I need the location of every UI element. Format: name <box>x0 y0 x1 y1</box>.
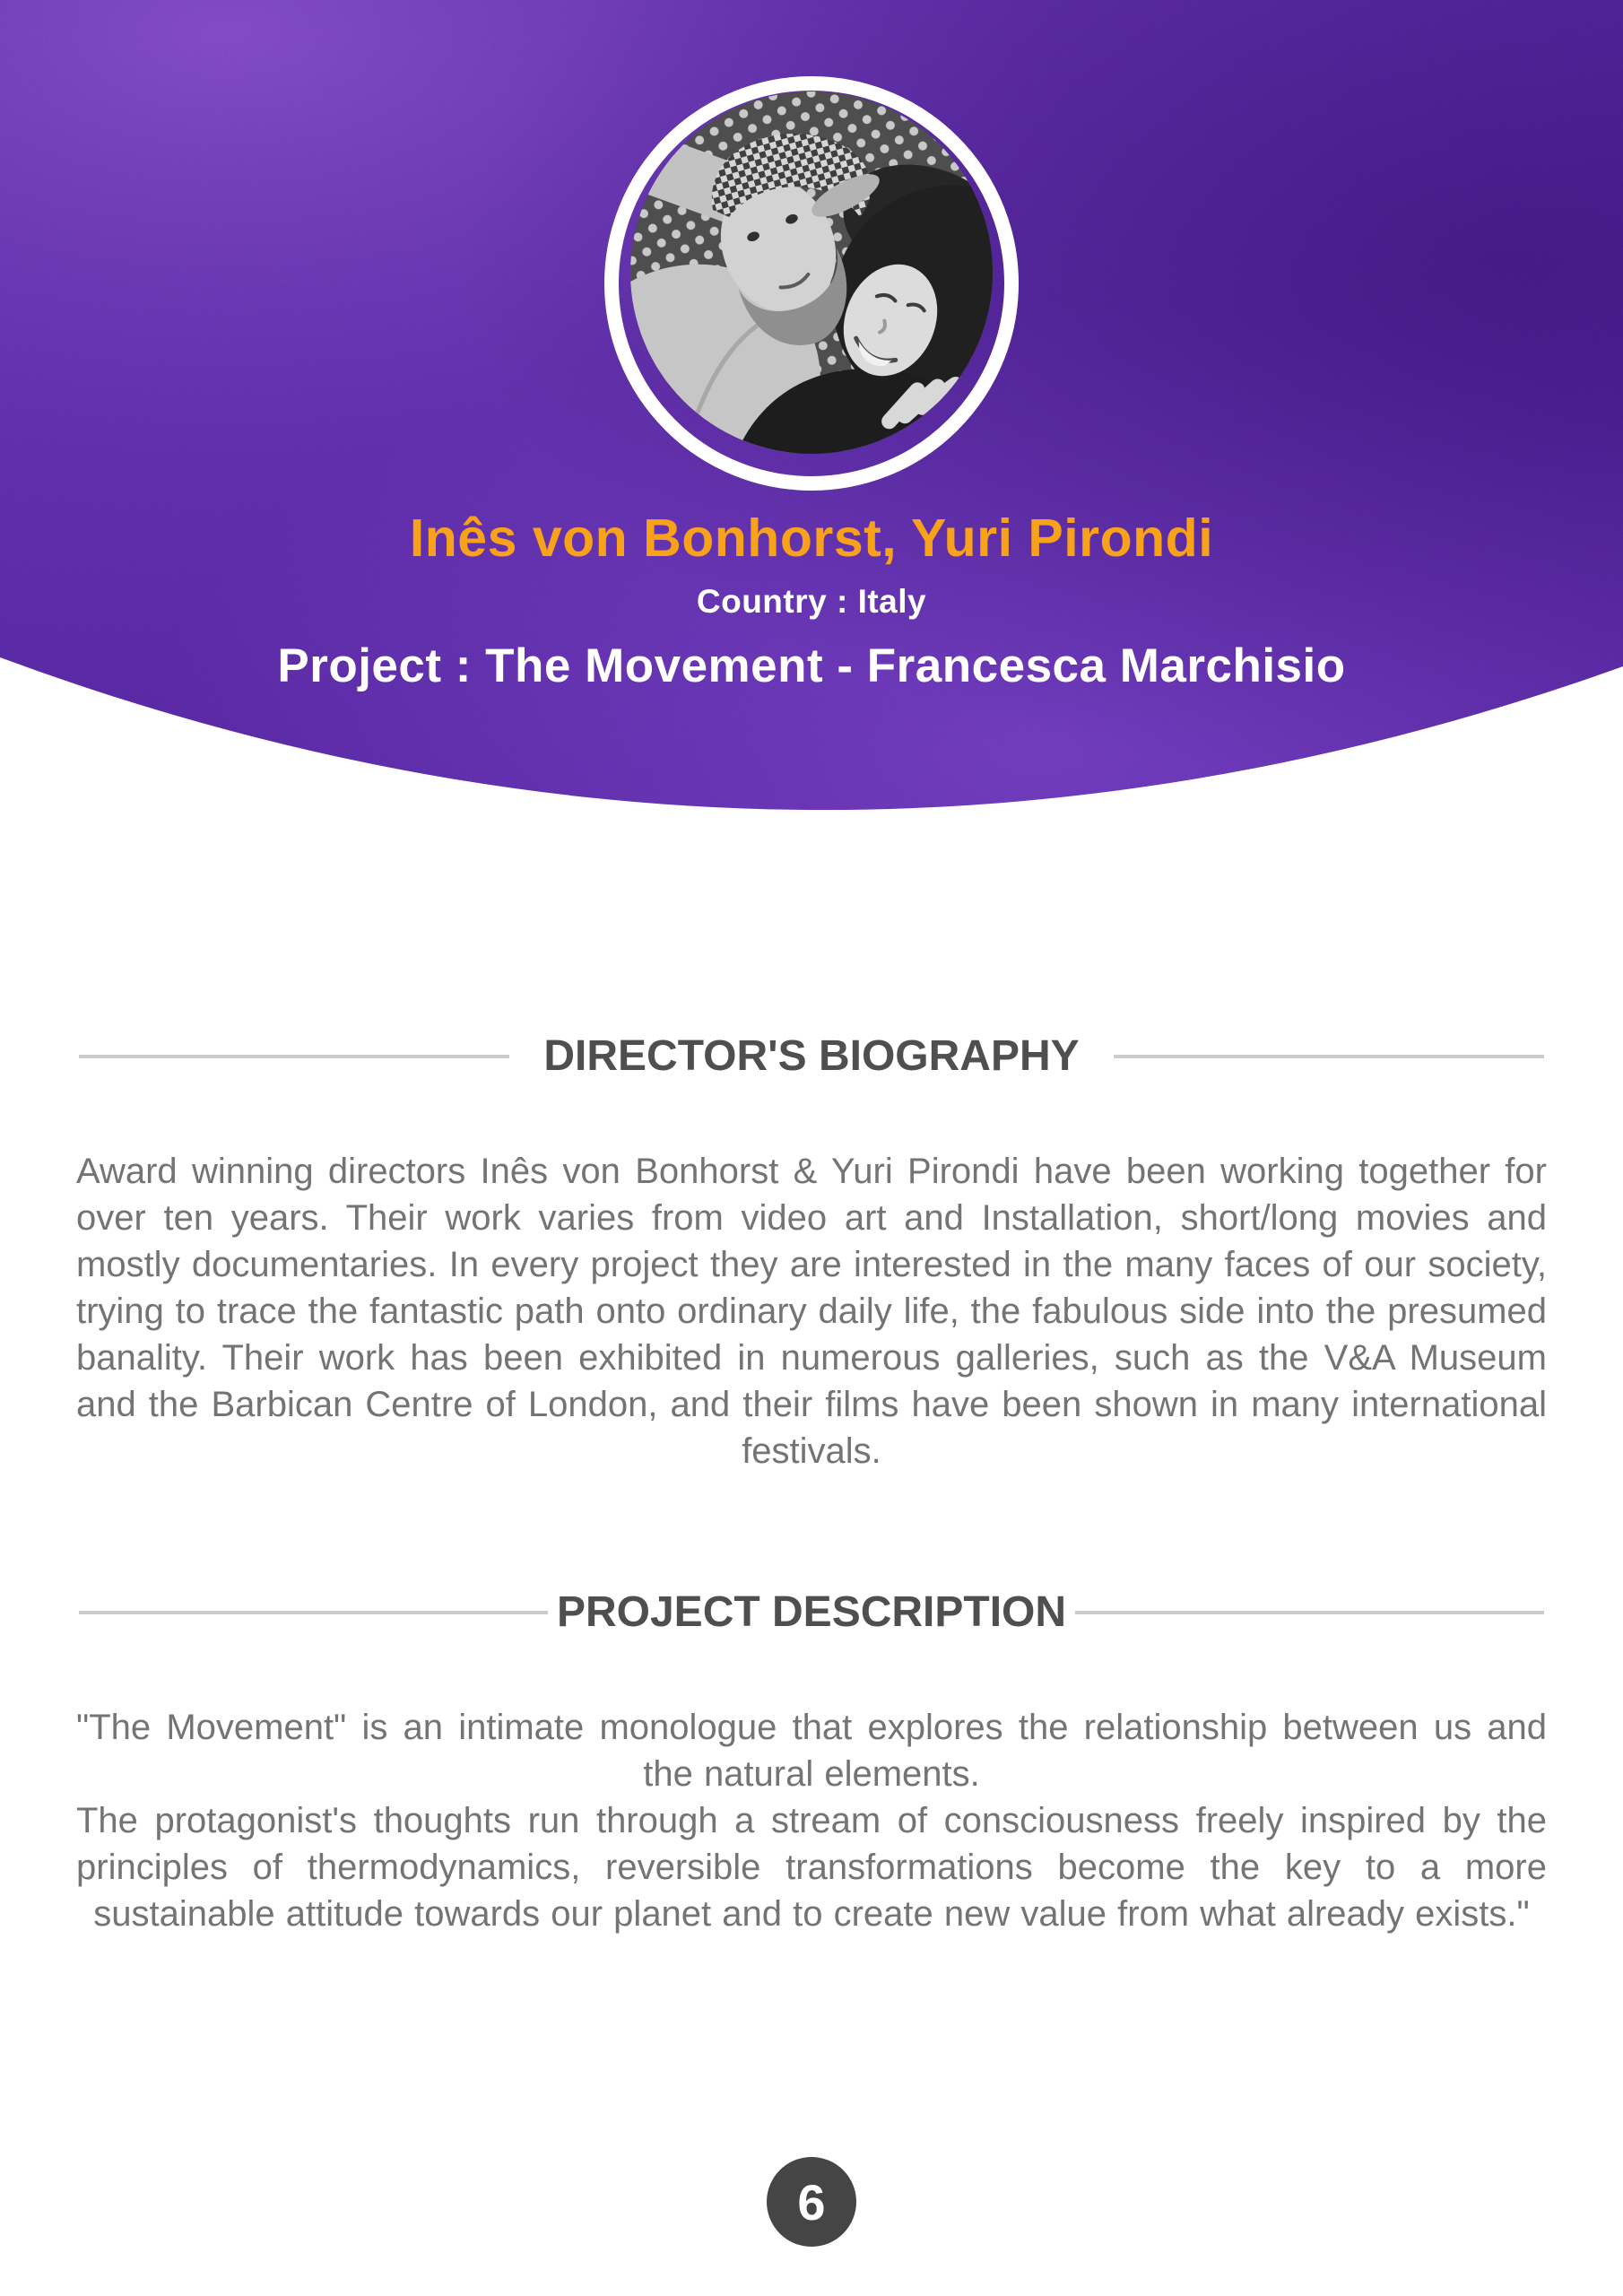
description-heading-text: PROJECT DESCRIPTION <box>556 1588 1067 1636</box>
director-names: Inês von Bonhorst, Yuri Pirondi <box>409 509 1214 568</box>
description-paragraph-1: "The Movement" is an intimate monologue that explores the relationship between us and the natural elements. <box>76 1708 1547 1794</box>
section-heading-biography <box>79 1031 1544 1081</box>
header-banner <box>0 0 1623 816</box>
heading-rule-left <box>79 1055 509 1058</box>
page-number-badge <box>767 2157 856 2247</box>
biography-paragraph: Award winning directors Inês von Bonhorst & Yuri Pirondi have been working together for over ten years. Their work varies from video art and Installation, short/long movies and mostly documentaries. In every project they are interested in the many faces of our society, trying to trace the fantastic path onto ordinary daily life, the fabulous side into the presumed banality. Their work has been exhibited in numerous galleries, such as the V&A Museum and the Barbican Centre of London, and their films have been shown in many international festivals. <box>76 1152 1547 1471</box>
heading-rule-right <box>1114 1055 1544 1058</box>
heading-rule-left <box>79 1611 548 1614</box>
biography-heading-text: DIRECTOR'S BIOGRAPHY <box>543 1032 1080 1080</box>
country-label: Country : Italy <box>696 583 927 620</box>
directors-photo-illustration <box>630 91 993 454</box>
project-title: Project : The Movement - Francesca Marchisio <box>277 639 1346 692</box>
section-heading-description <box>79 1587 1544 1637</box>
page-number: 6 <box>797 2173 826 2231</box>
portrait-ring <box>604 76 1019 491</box>
description-text <box>76 1704 1547 1937</box>
biography-text <box>76 1148 1547 1474</box>
description-paragraph-2: The protagonist's thoughts run through a stream of consciousness freely inspired by the principles of thermodynamics, reversible transformations become the key to a more sustainable attitude towards our planet and to create new value from what already exists." <box>76 1801 1547 1934</box>
directors-photo <box>630 91 993 454</box>
heading-rule-right <box>1075 1611 1544 1614</box>
